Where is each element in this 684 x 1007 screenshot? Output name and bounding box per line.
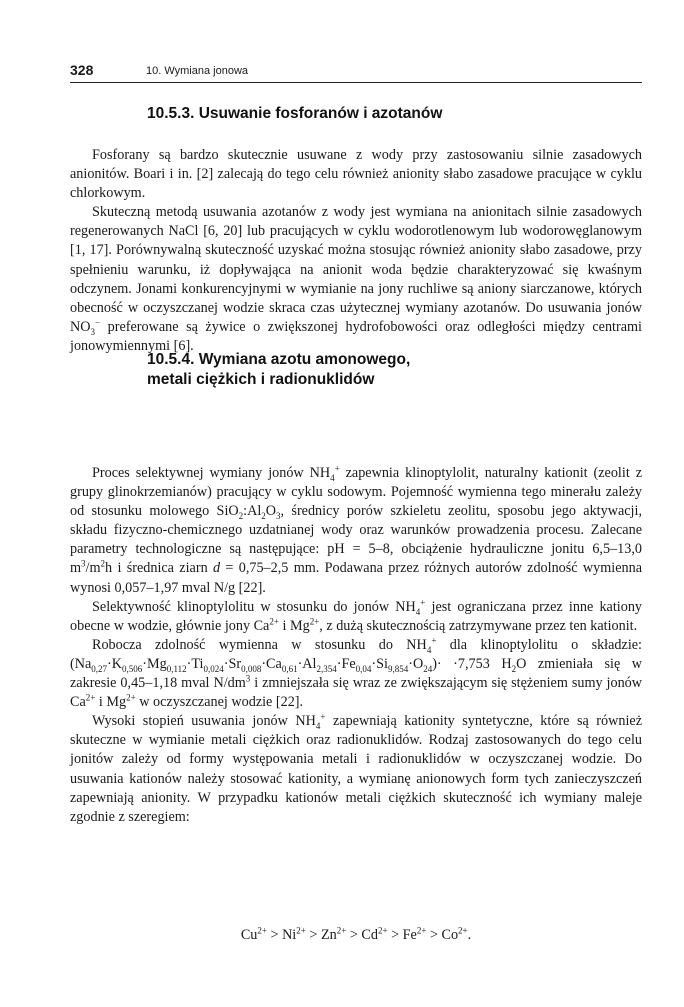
paragraph: Robocza zdolność wymienna w stosunku do $NH_4^+$ dla klinoptylolitu o składzie: $(Na_{0,27}\cdot K_{0,506}\cdot Mg_{0,112}\cdot Ti_{0,024}\cdot Sr_{0,008}\cdot Ca_{0,61}\cdot Al_{2,354}\cdot Fe_{0,04}\cdot Si_{9,854}\cdot O_{24})\cdot \cdot 7,753$ $H_2O$ zmieniała się w zakresie 0,45–1,18 mval $N/dm^3$ i zmniejszała się wraz ze zwiększającym się stężeniem sumy jonów $Ca^{2+}$ i $Mg^{2+}$ w oczyszczanej wodzie [22].	[70, 635, 643, 711]
paragraph: Skuteczną metodą usuwania azotanów z wody jest wymiana na anionitach silnie zasadowych regenerowanych NaCl [6, 20] lub pracujących w cyklu wodorotlenowym lub wodorowęglanowym [1, 17]. Porównywalną skuteczność uzyskać można stosując również anionity słabo zasadowe, przy spełnieniu warunku, iż dopływająca na anionit woda będzie charakteryzować się kwaśnym odczynem. Jonami konkurencyjnymi w wymianie na jony ruchliwe są aniony siarczanowe, których obecność w oczyszczanej wodzie skraca czas użytecznej wymiany azotanów. Do usuwania jonów $NO_3^-$ preferowane są żywice o zwiększonej hydrofobowości oraz odległości między centrami jonowymiennymi [6].	[70, 204, 642, 354]
page-number: 328	[70, 62, 94, 78]
section-10-5-3-body	[70, 146, 642, 356]
paragraph: Fosforany są bardzo skutecznie usuwane z wody przy zastosowaniu silnie zasadowych anionitów. Boari i in. [2] zalecają do tego celu również anionity słabo zasadowe pracujące w cyklu chlorkowym.	[70, 147, 642, 202]
paragraph: Proces selektywnej wymiany jonów $NH_4^+$ zapewnia klinoptylolit, naturalny kationit (zeolit z grupy glinokrzemianów) pracujący w cyklu sodowym. Pojemność wymienna tego minerału zależy od stosunku molowego $SiO_2:Al_2O_3$, średnicy porów szkieletu zeolitu, sposobu jego aktywacji, składu fizyczno-chemicznego uzdatnianej wody oraz warunków prowadzenia procesu. Zalecane parametry technologiczne są następujące: pH = 5–8, obciążenie hydrauliczne jonitu 6,5–13,0 $m^3/m^2h$ i średnica ziarn d = 0,75–2,5 mm. Podawana przez różnych autorów zdolność wymienna wynosi 0,057–1,97 mval N/g [22].	[70, 463, 642, 596]
section-10-5-4-body	[70, 464, 642, 827]
section-heading-10-5-4: 10.5.4. Wymiana azotu amonowego, metali ciężkich i radionuklidów	[147, 351, 411, 388]
paragraph: Selektywność klinoptylolitu w stosunku do jonów $NH_4^+$ jest ograniczana przez inne kationy obecne w wodzie, głównie jony $Ca^{2+}$ i $Mg^{2+}$, z dużą skutecznością zatrzymywane przez ten kationit.	[70, 596, 643, 634]
paragraph: Wysoki stopień usuwania jonów $NH_4^+$ zapewniają kationity syntetyczne, które są również skuteczne w wymianie metali ciężkich oraz radionuklidów. Rodzaj zastosowanych do tego celu jonitów zależy od formy występowania metali i radionuklidów w oczyszczanej wodzie. Do usuwania kationów należy stosować kationity, a wymianę anionowych form tych zanieczyszczeń zapewniają anionity. W przypadku kationów metali ciężkich skuteczność ich wymiany maleje zgodnie z szeregiem:	[70, 711, 643, 825]
section-heading-10-5-3: 10.5.3. Usuwanie fosforanów i azotanów	[147, 105, 443, 122]
running-header	[70, 60, 642, 83]
metal-series-formula: $Cu^{2+} > Ni^{2+} > Zn^{2+} > Cd^{2+} > Fe^{2+} > Co^{2+}$.	[240, 925, 472, 943]
running-title: 10. Wymiana jonowa	[146, 65, 249, 77]
